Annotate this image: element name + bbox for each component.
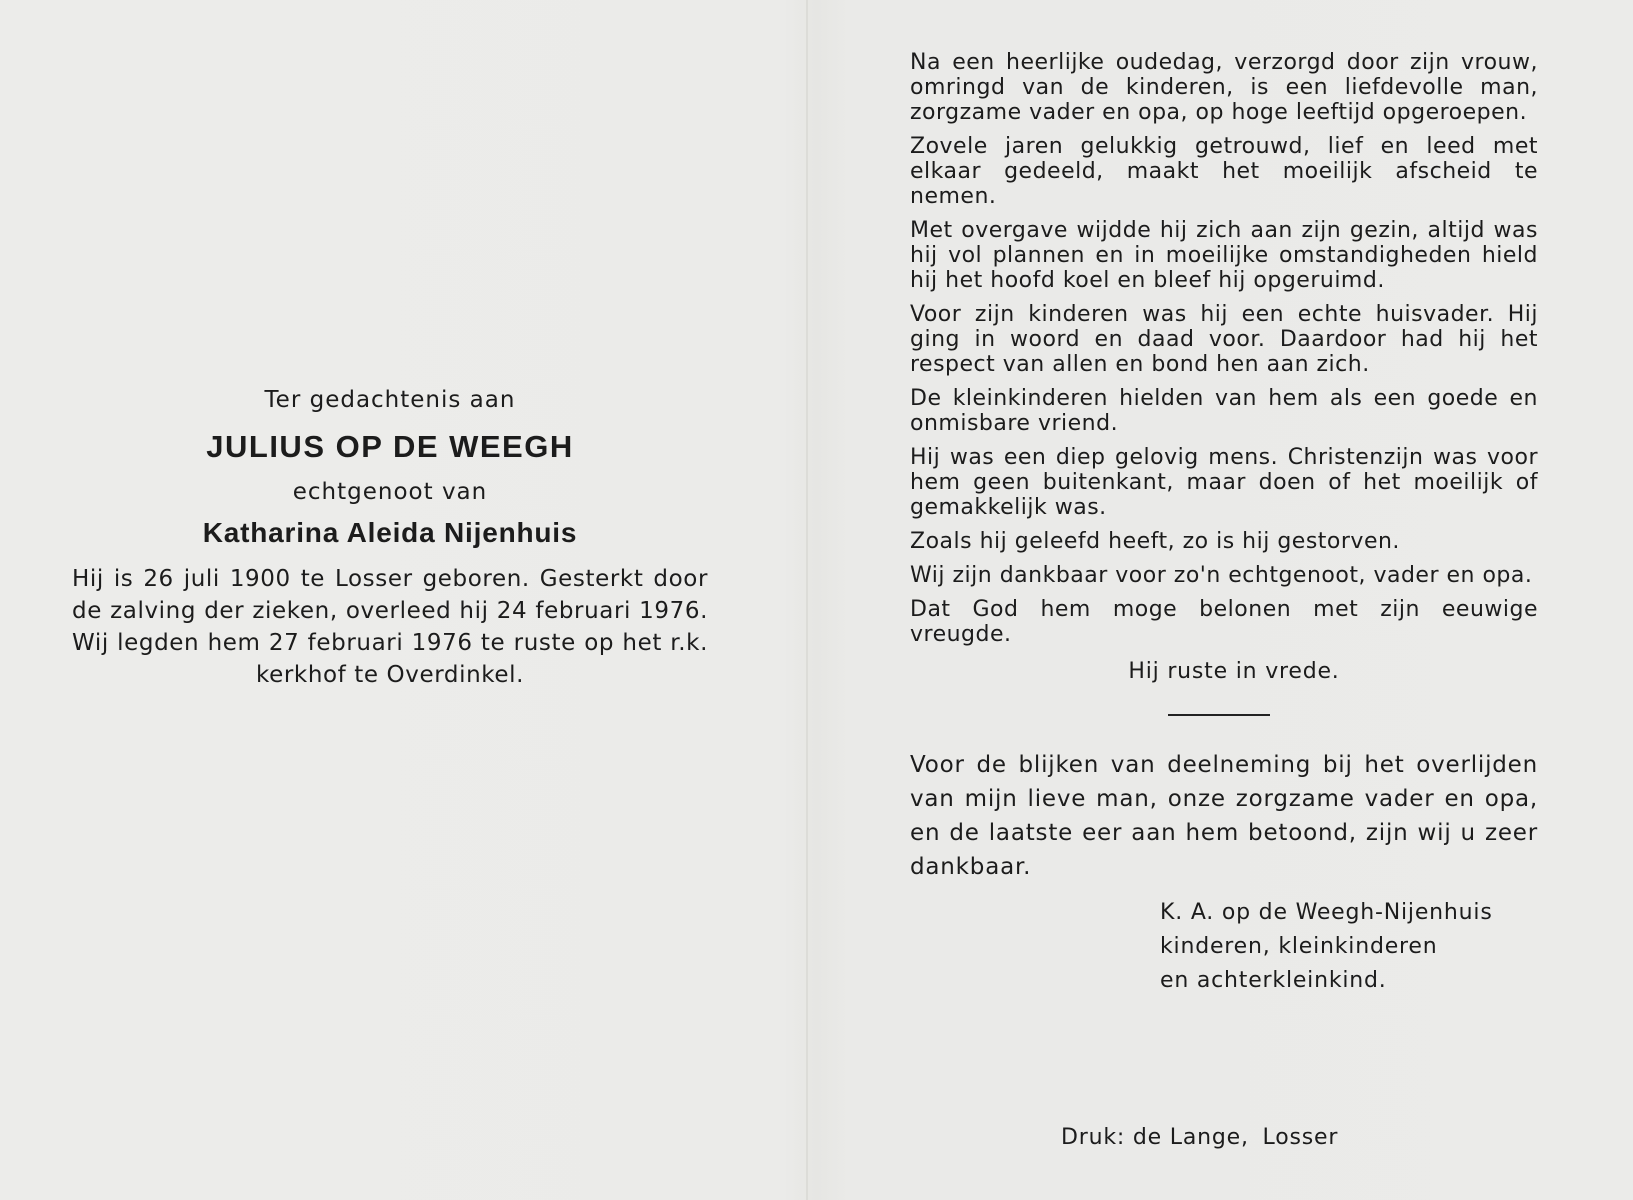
thanks-text: Voor de blijken van deelneming bij het overlijden van mijn lieve man, onze zorgzame vader en opa, en de laatste eer aan hem betoond, zijn wij u zeer dankbaar.	[910, 752, 1538, 880]
signature-line: K. A. op de Weegh-Nijenhuis	[1160, 900, 1493, 925]
memorial-intro: Ter gedachtenis aan	[264, 387, 516, 413]
printer-credit	[1061, 1125, 1338, 1150]
tribute-paragraph: Zovele jaren gelukkig getrouwd, lief en leed met elkaar gedeeld, maakt het moeilijk afscheid te nemen.	[910, 134, 1538, 209]
closing-line: Hij ruste in vrede.	[1128, 659, 1340, 684]
signature-line: en achterkleinkind.	[1160, 968, 1387, 993]
tribute-paragraph: Hij was een diep gelovig mens. Christenzijn was voor hem geen buitenkant, maar doen of het moeilijk of gemakkelijk was.	[910, 445, 1538, 520]
tribute-paragraph: Wij zijn dankbaar voor zo'n echtgenoot, vader en opa.	[910, 563, 1533, 588]
tribute-paragraph: Voor zijn kinderen was hij een echte huisvader. Hij ging in woord en daad voor. Daardoor had hij het respect van allen en bond hen aan zich.	[910, 302, 1538, 377]
left-panel	[70, 385, 710, 691]
printer-label: Druk: de Lange,	[1061, 1125, 1249, 1150]
tribute-paragraph: Met overgave wijdde hij zich aan zijn gezin, altijd was hij vol plannen en in moeilijke omstandigheden hield hij het hoofd koel en bleef hij opgeruimd.	[910, 218, 1538, 293]
tribute-paragraph: Na een heerlijke oudedag, verzorgd door zijn vrouw, omringd van de kinderen, is een liefdevolle man, zorgzame vader en opa, op hoge leeftijd opgeroepen.	[910, 50, 1538, 125]
biography-text: Hij is 26 juli 1900 te Losser geboren. Gesterkt door de zalving der zieken, overleed hij 24 februari 1976. Wij legden hem 27 februari 1976 te ruste op het r.k. kerkhof te Overdinkel.	[72, 566, 708, 688]
deceased-name: JULIUS OP DE WEEGH	[206, 429, 574, 464]
tribute-paragraph: Dat God hem moge belonen met zijn eeuwige vreugde.	[910, 597, 1538, 647]
printer-place: Losser	[1262, 1125, 1339, 1150]
tribute-paragraph: De kleinkinderen hielden van hem als een goede en onmisbare vriend.	[910, 386, 1538, 436]
spouse-intro: echtgenoot van	[292, 479, 488, 505]
right-panel	[910, 50, 1538, 998]
signature-line: kinderen, kleinkinderen	[1160, 934, 1438, 959]
tribute-paragraph: Zoals hij geleefd heeft, zo is hij gestorven.	[910, 529, 1400, 554]
card-fold-line	[806, 0, 808, 1200]
spouse-name: Katharina Aleida Nijenhuis	[202, 517, 578, 548]
signature-block	[1160, 896, 1538, 998]
divider	[1168, 714, 1270, 716]
